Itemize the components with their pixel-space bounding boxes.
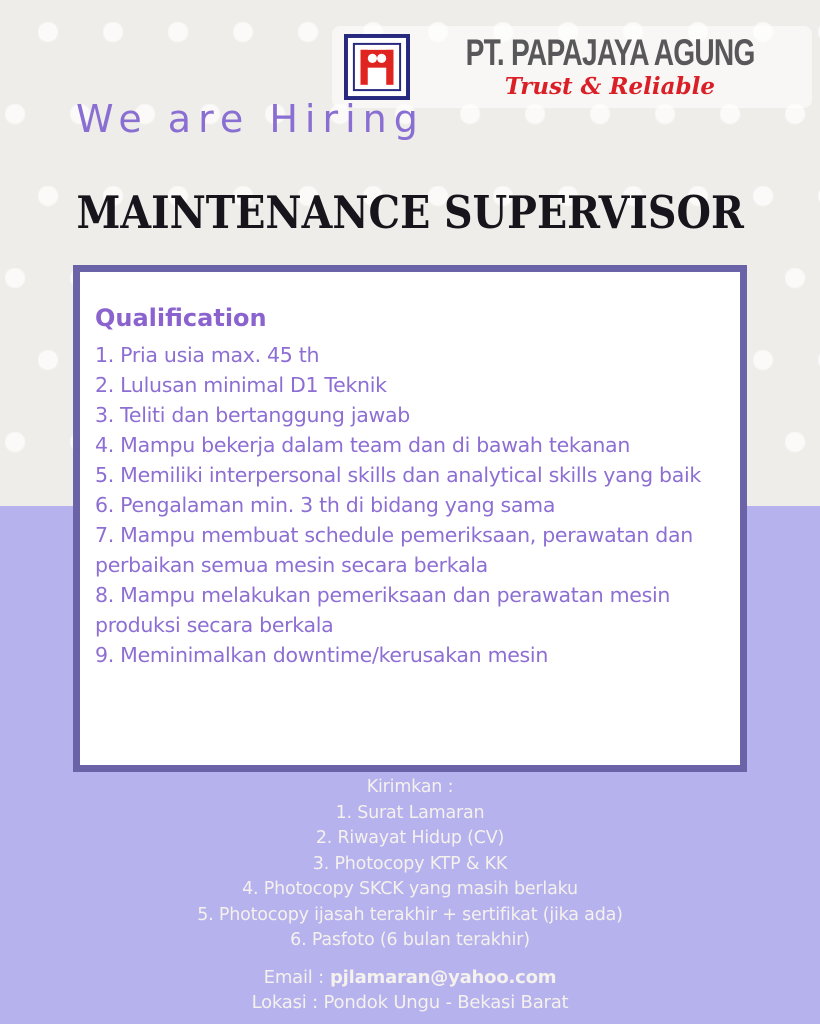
- application-footer: [0, 775, 820, 1016]
- kirimkan-item: 5. Photocopy ijasah terakhir + sertifikat (jika ada): [197, 904, 623, 925]
- kirimkan-item: 6. Pasfoto (6 bulan terakhir): [290, 930, 530, 950]
- qualification-item: 6. Pengalaman min. 3 th di bidang yang sama: [95, 493, 556, 517]
- email-label: Email :: [263, 966, 324, 988]
- email-line: [0, 965, 820, 991]
- qualification-item: 1. Pria usia max. 45 th: [95, 343, 320, 367]
- qualification-item: 8. Mampu melakukan pemeriksaan dan perawatan mesin produksi secara berkala: [95, 583, 671, 637]
- company-logo: [332, 26, 812, 108]
- pa-monogram-icon: [344, 34, 410, 100]
- qualification-item: 7. Mampu membuat schedule pemeriksaan, perawatan dan perbaikan semua mesin secara berkala: [95, 523, 693, 577]
- company-tagline: Trust & Reliable: [504, 73, 715, 101]
- qualification-item: 3. Teliti dan bertanggung jawab: [95, 403, 410, 427]
- qualification-list: [95, 340, 722, 670]
- kirimkan-heading: Kirimkan :: [366, 777, 454, 797]
- kirimkan-item: 4. Photocopy SKCK yang masih berlaku: [242, 879, 578, 899]
- location-line: Lokasi : Pondok Ungu - Bekasi Barat: [251, 992, 569, 1013]
- logo-text: [420, 34, 800, 99]
- contact-block: [0, 965, 820, 1016]
- qualification-box: [73, 265, 747, 772]
- job-title: MAINTENANCE SUPERVISOR: [76, 186, 744, 239]
- qualification-item: 2. Lulusan minimal D1 Teknik: [95, 373, 387, 397]
- job-title-wrap: [0, 186, 820, 239]
- qualification-heading: Qualification: [95, 304, 267, 332]
- qualification-item: 5. Memiliki interpersonal skills dan analytical skills yang baik: [95, 463, 701, 487]
- company-name: PT. PAPAJAYA AGUNG: [465, 32, 755, 74]
- kirimkan-item: 2. Riwayat Hidup (CV): [315, 828, 505, 848]
- kirimkan-list: [0, 801, 820, 954]
- kirimkan-item: 1. Surat Lamaran: [335, 802, 485, 823]
- email-address: pjlamaran@yahoo.com: [329, 966, 557, 988]
- kirimkan-item: 3. Photocopy KTP & KK: [312, 853, 508, 874]
- qualification-item: 4. Mampu bekerja dalam team dan di bawah tekanan: [95, 433, 631, 457]
- we-are-hiring-text: We are Hiring: [76, 97, 425, 141]
- qualification-item: 9. Meminimalkan downtime/kerusakan mesin: [95, 643, 549, 667]
